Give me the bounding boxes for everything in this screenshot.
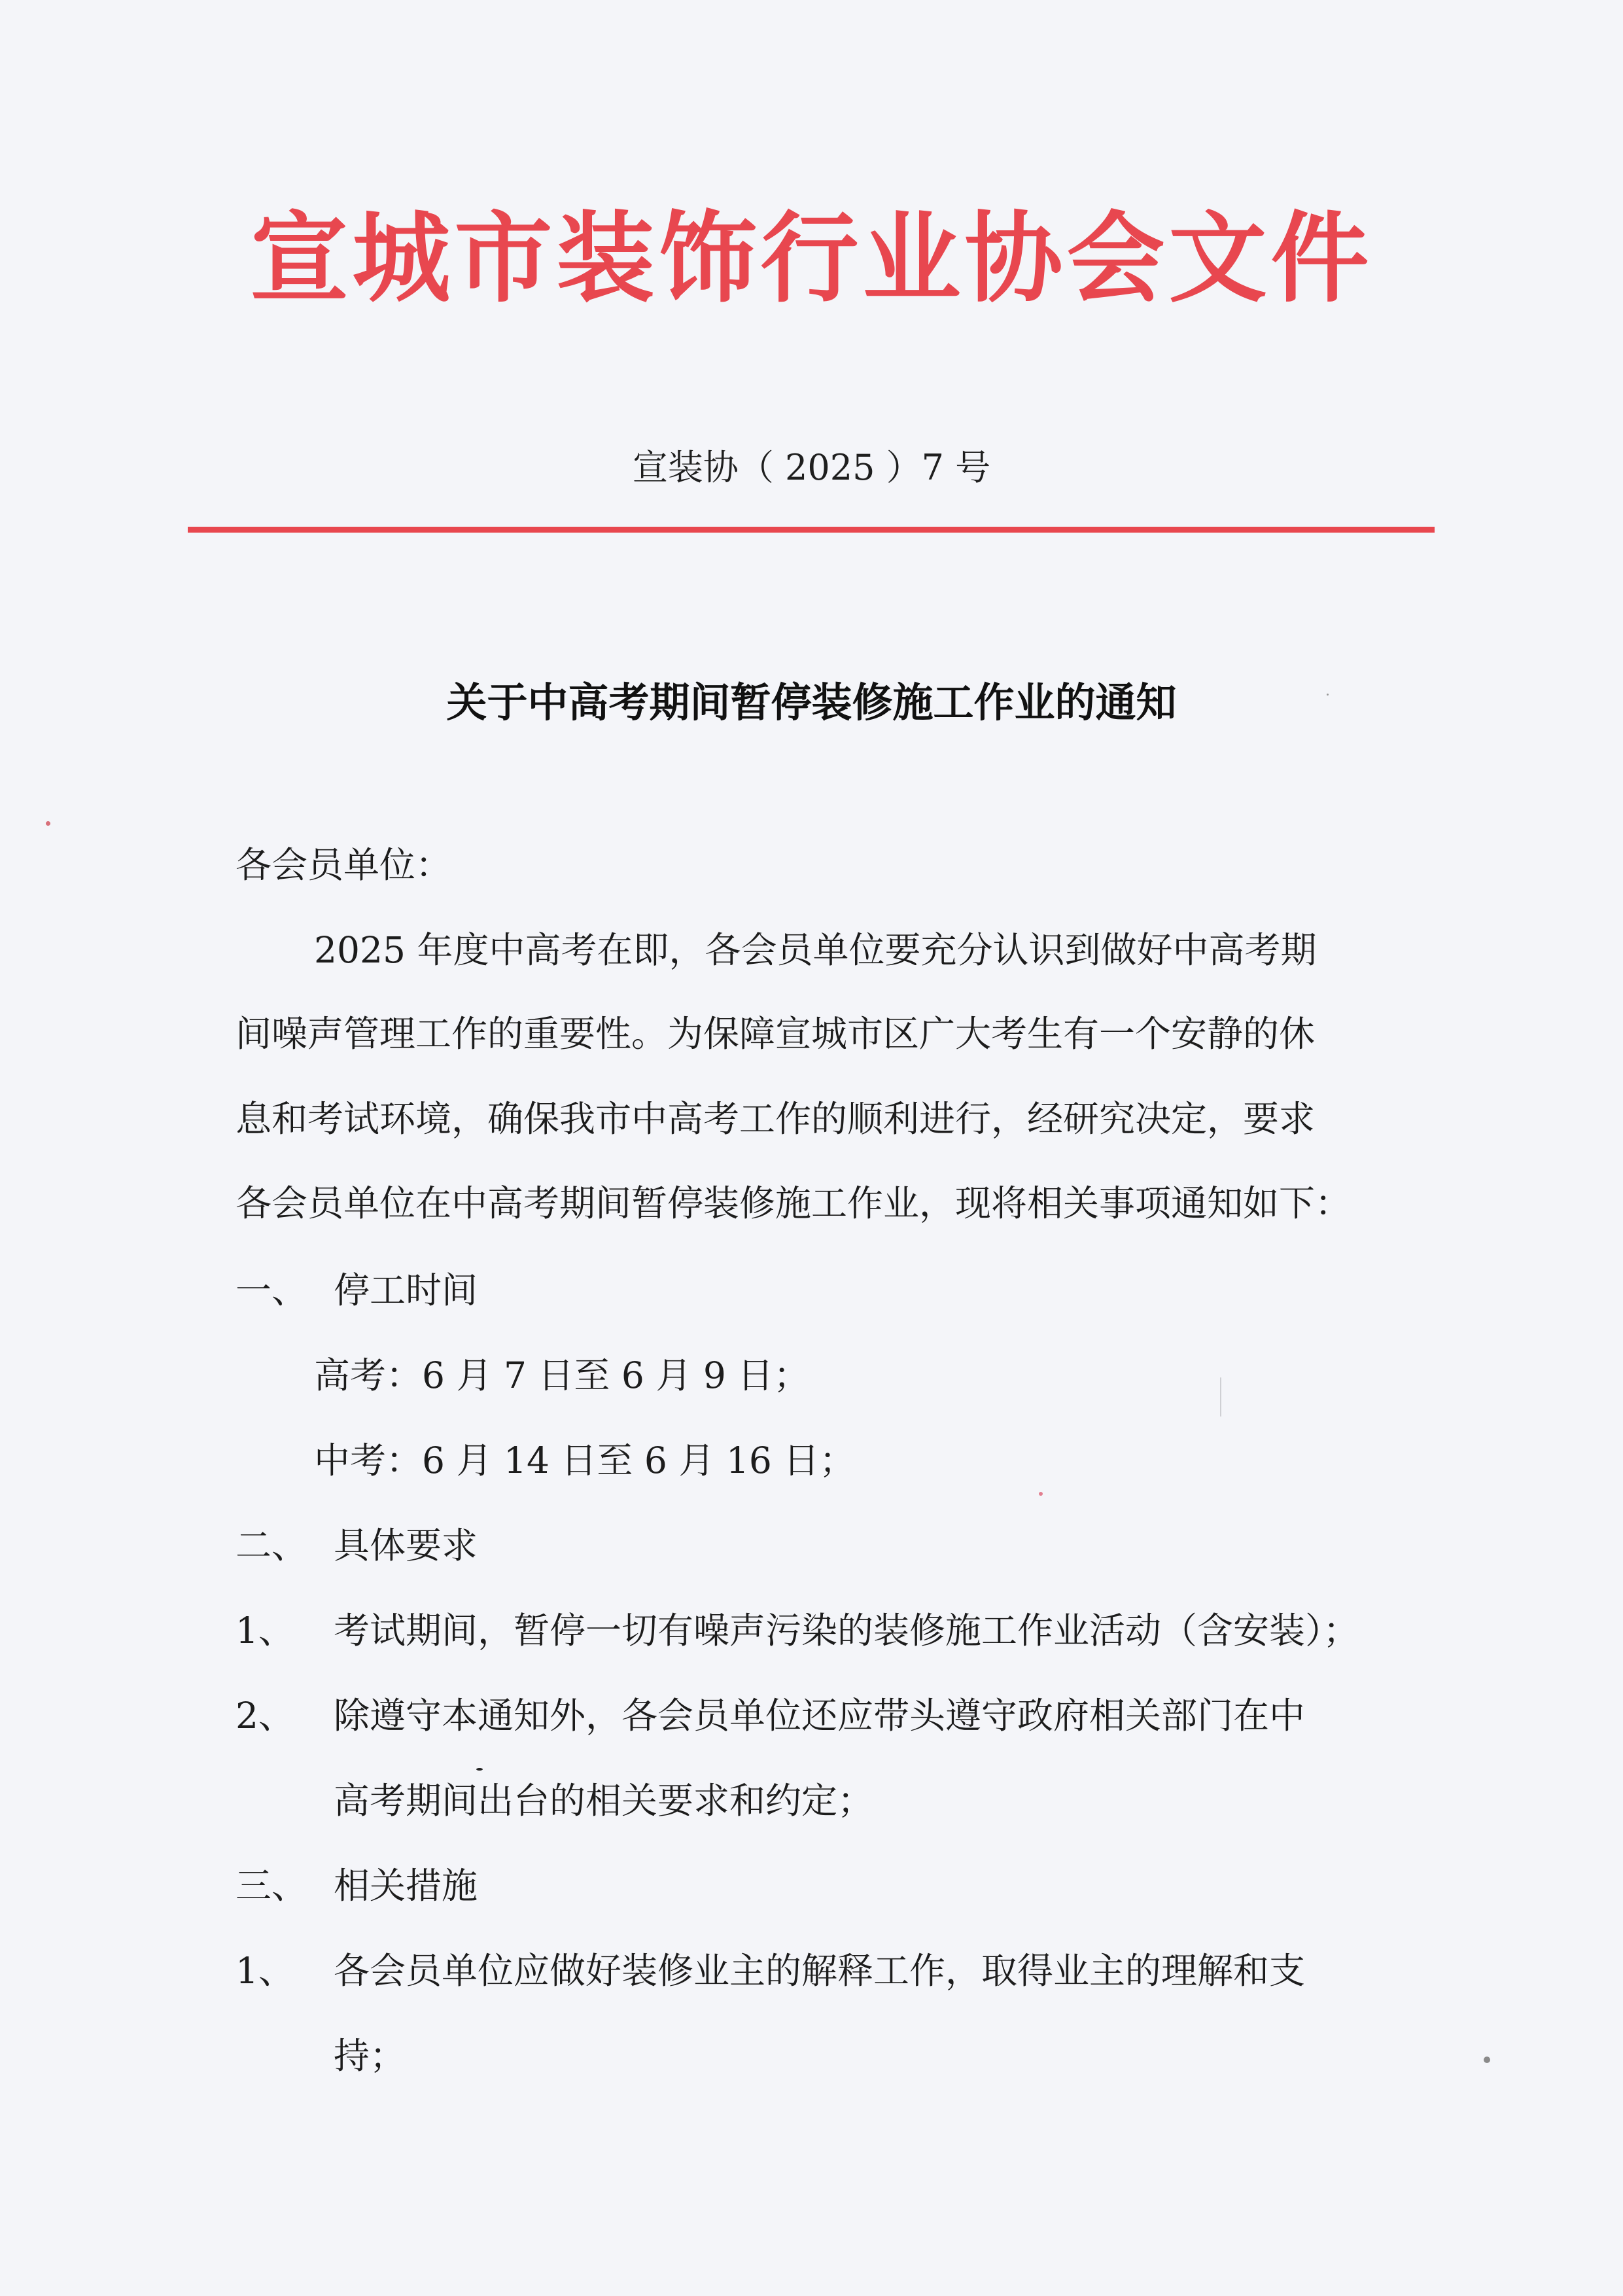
red-header-divider bbox=[188, 527, 1435, 533]
section-1-number: 一、 bbox=[236, 1269, 308, 1311]
section-2-item-1-text: 考试期间，暂停一切有噪声污染的装修施工作业活动（含安装）； bbox=[334, 1610, 1359, 1651]
section-3-heading: 相关措施 bbox=[334, 1865, 478, 1907]
exam-date-gaokao: 高考：6 月 7 日至 6 月 9 日； bbox=[314, 1354, 810, 1396]
scan-speck bbox=[1484, 2057, 1490, 2063]
section-2-heading: 具体要求 bbox=[334, 1525, 478, 1566]
scan-speck bbox=[1327, 694, 1329, 696]
intro-line-4: 各会员单位在中高考期间暂停装修施工作业，现将相关事项通知如下： bbox=[236, 1182, 1352, 1224]
scan-speck bbox=[46, 821, 50, 826]
exam-date-zhongkao: 中考：6 月 14 日至 6 月 16 日； bbox=[314, 1439, 856, 1481]
document-number: 宣装协（ 2025 ）7 号 bbox=[632, 447, 991, 488]
notice-title: 关于中高考期间暂停装修施工作业的通知 bbox=[446, 679, 1177, 726]
section-2-item-2-line-2: 高考期间出台的相关要求和约定； bbox=[334, 1780, 874, 1822]
section-2-item-2-line-1: 除遵守本通知外，各会员单位还应带头遵守政府相关部门在中 bbox=[334, 1695, 1306, 1737]
section-2-item-1-number: 1、 bbox=[236, 1610, 294, 1651]
salutation: 各会员单位： bbox=[236, 844, 452, 886]
section-3-item-1-line-1: 各会员单位应做好装修业主的解释工作，取得业主的理解和支 bbox=[334, 1950, 1306, 1992]
section-3-number: 三、 bbox=[236, 1865, 308, 1907]
section-2-item-2-number: 2、 bbox=[236, 1695, 294, 1737]
section-3-item-1-number: 1、 bbox=[236, 1950, 294, 1992]
scan-speck bbox=[1039, 1492, 1043, 1496]
intro-line-3: 息和考试环境，确保我市中高考工作的顺利进行，经研究决定，要求 bbox=[236, 1098, 1316, 1140]
section-3-item-1-line-2: 持； bbox=[334, 2035, 406, 2077]
section-2-number: 二、 bbox=[236, 1525, 308, 1566]
scan-speck bbox=[1220, 1377, 1221, 1417]
scan-speck bbox=[476, 1768, 483, 1771]
intro-line-2: 间噪声管理工作的重要性。为保障宣城市区广大考生有一个安静的休 bbox=[236, 1013, 1316, 1055]
intro-line-1: 2025 年度中高考在即，各会员单位要充分认识到做好中高考期 bbox=[314, 929, 1317, 971]
organization-document-header: 宣城市装饰行业协会文件 bbox=[250, 201, 1373, 316]
section-1-heading: 停工时间 bbox=[334, 1269, 478, 1311]
